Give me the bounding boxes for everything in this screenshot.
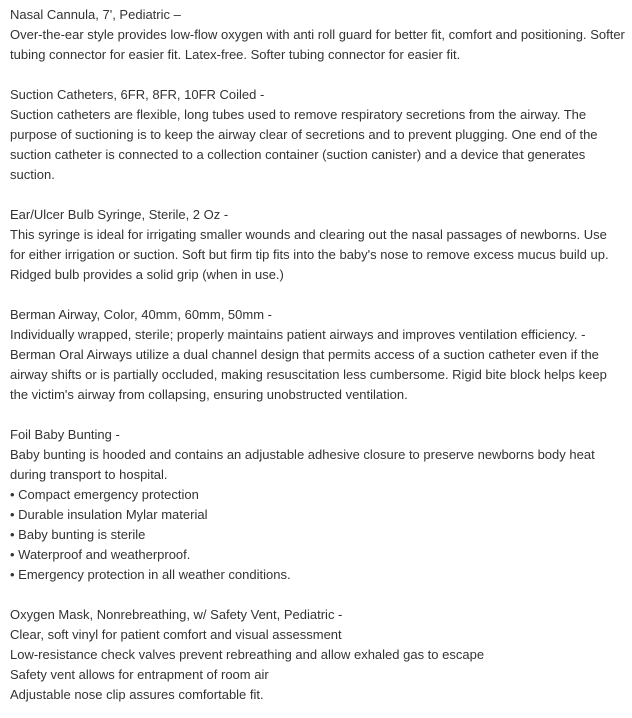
product-title: Suction Catheters, 6FR, 8FR, 10FR Coiled - (10, 87, 265, 102)
product-oxygen-mask (10, 605, 622, 705)
description-line: Suction catheters are flexible, long tubes used to remove respiratory secretions from the airway. The (10, 107, 587, 122)
description-line: Ridged bulb provides a solid grip (when in use.) (10, 267, 284, 282)
product-title: Foil Baby Bunting - (10, 427, 120, 442)
product-title: Nasal Cannula, 7', Pediatric – (10, 7, 181, 22)
bullet-item: • Baby bunting is sterile (10, 527, 146, 542)
description-line: tubing connector for easier fit. Latex-free. Softer tubing connector for easier fit. (10, 47, 461, 62)
product-bulb-syringe (10, 205, 622, 285)
description-line: Adjustable nose clip assures comfortable fit. (10, 687, 264, 702)
description-line: for either irrigation or suction. Soft but firm tip fits into the baby's nose to remove excess mucus build up. (10, 247, 609, 262)
product-foil-baby-bunting (10, 425, 622, 585)
product-title: Ear/Ulcer Bulb Syringe, Sterile, 2 Oz - (10, 207, 229, 222)
description-line: This syringe is ideal for irrigating smaller wounds and clearing out the nasal passages of newborns. Use (10, 227, 607, 242)
product-title: Berman Airway, Color, 40mm, 60mm, 50mm - (10, 307, 272, 322)
description-line: the victim's airway from collapsing, ensuring unobstructed ventilation. (10, 387, 408, 402)
product-berman-airway (10, 305, 622, 405)
description-line: Over-the-ear style provides low-flow oxygen with anti roll guard for better fit, comfort and positioning. Softer (10, 27, 625, 42)
bullet-item: • Compact emergency protection (10, 487, 199, 502)
description-line: Baby bunting is hooded and contains an adjustable adhesive closure to preserve newborns body heat (10, 447, 595, 462)
description-line: Clear, soft vinyl for patient comfort and visual assessment (10, 627, 342, 642)
bullet-item: • Emergency protection in all weather conditions. (10, 567, 291, 582)
description-line: Berman Oral Airways utilize a dual channel design that permits access of a suction catheter even if the (10, 347, 599, 362)
description-line: Safety vent allows for entrapment of room air (10, 667, 269, 682)
description-line: during transport to hospital. (10, 467, 168, 482)
description-line: Individually wrapped, sterile; properly maintains patient airways and improves ventilation efficiency. - (10, 327, 586, 342)
product-suction-catheters (10, 85, 622, 185)
description-line: suction. (10, 167, 55, 182)
bullet-item: • Waterproof and weatherproof. (10, 547, 191, 562)
product-nasal-cannula (10, 5, 625, 65)
bullet-item: • Durable insulation Mylar material (10, 507, 208, 522)
description-line: suction catheter is connected to a collection container (suction canister) and a device that generates (10, 147, 586, 162)
description-line: purpose of suctioning is to keep the airway clear of secretions and to prevent plugging. One end of the (10, 127, 598, 142)
product-title: Oxygen Mask, Nonrebreathing, w/ Safety Vent, Pediatric - (10, 607, 343, 622)
description-line: airway shifts or is partially occluded, making resuscitation less cumbersome. Rigid bite block helps keep (10, 367, 607, 382)
description-line: Low-resistance check valves prevent rebreathing and allow exhaled gas to escape (10, 647, 485, 662)
